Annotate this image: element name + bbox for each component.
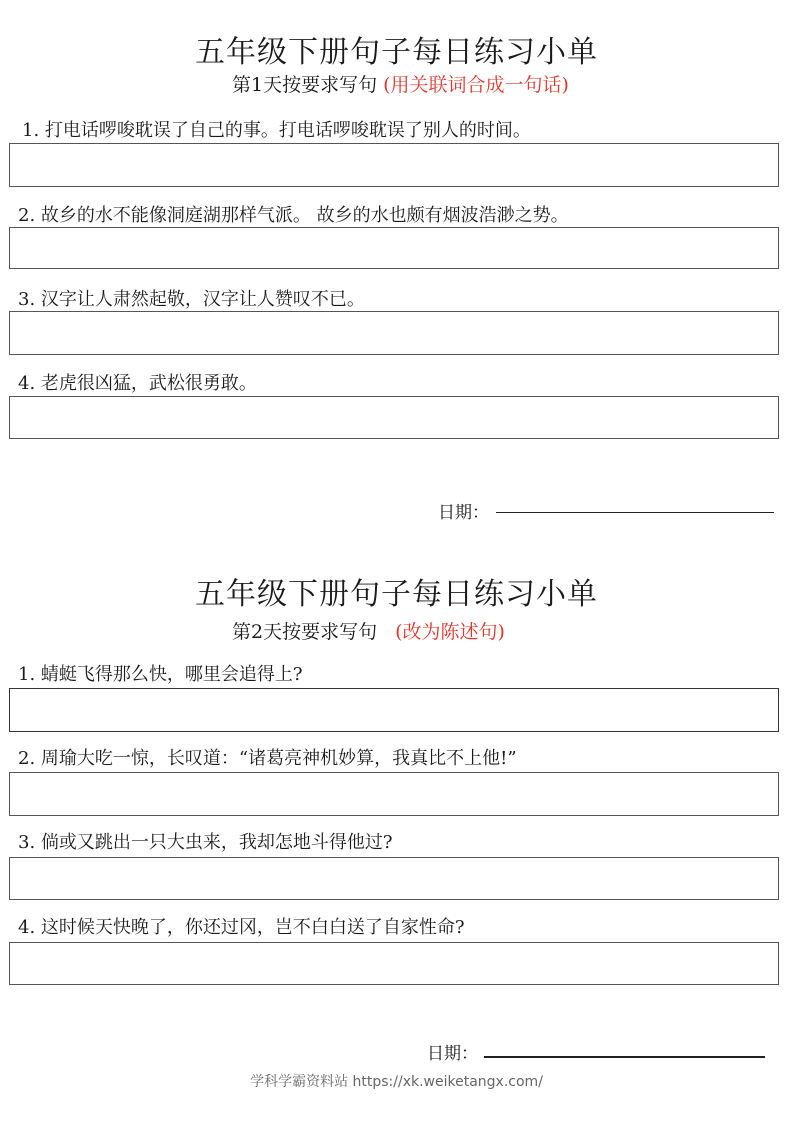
date-label-day1: 日期：	[438, 503, 489, 523]
answer-box-1[interactable]	[9, 688, 779, 732]
question-4: 4. 这时候天快晚了，你还过冈，岂不白白送了自家性命?	[18, 917, 465, 938]
subtitle-day2	[232, 617, 505, 644]
subtitle-day1	[232, 70, 569, 97]
answer-box-4[interactable]	[9, 396, 779, 439]
answer-box-3[interactable]	[9, 311, 779, 355]
subtitle-text: 第1天按要求写句	[232, 74, 378, 96]
question-1: 1. 打电话啰唆耽误了自己的事。打电话啰唆耽误了别人的时间。	[22, 120, 531, 141]
question-4: 4. 老虎很凶猛，武松很勇敢。	[18, 373, 257, 394]
question-2: 2. 周瑜大吃一惊，长叹道：“诸葛亮神机妙算，我真比不上他!”	[18, 748, 517, 769]
worksheet-title-day1: 五年级下册句子每日练习小单	[195, 35, 598, 70]
answer-box-3[interactable]	[9, 857, 779, 900]
question-3: 3. 汉字让人肃然起敬，汉字让人赞叹不已。	[18, 289, 365, 310]
question-2: 2. 故乡的水不能像洞庭湖那样气派。 故乡的水也颇有烟波浩渺之势。	[18, 205, 569, 226]
date-field-day2[interactable]	[484, 1056, 765, 1058]
instruction-note: (改为陈述句)	[395, 621, 505, 643]
date-label-day2: 日期：	[427, 1044, 478, 1064]
subtitle-text: 第2天按要求写句	[232, 621, 378, 643]
answer-box-1[interactable]	[9, 143, 779, 187]
answer-box-2[interactable]	[9, 772, 779, 816]
answer-box-4[interactable]	[9, 942, 779, 985]
date-field-day1[interactable]	[496, 512, 774, 513]
question-3: 3. 倘或又跳出一只大虫来，我却怎地斗得他过?	[18, 832, 393, 853]
answer-box-2[interactable]	[9, 227, 779, 269]
worksheet-title-day2: 五年级下册句子每日练习小单	[195, 577, 598, 612]
footer-watermark: 学科学霸资料站 https://xk.weiketangx.com/	[250, 1074, 543, 1090]
instruction-note: (用关联词合成一句话)	[383, 74, 569, 96]
question-1: 1. 蜻蜓飞得那么快，哪里会追得上?	[18, 664, 303, 685]
